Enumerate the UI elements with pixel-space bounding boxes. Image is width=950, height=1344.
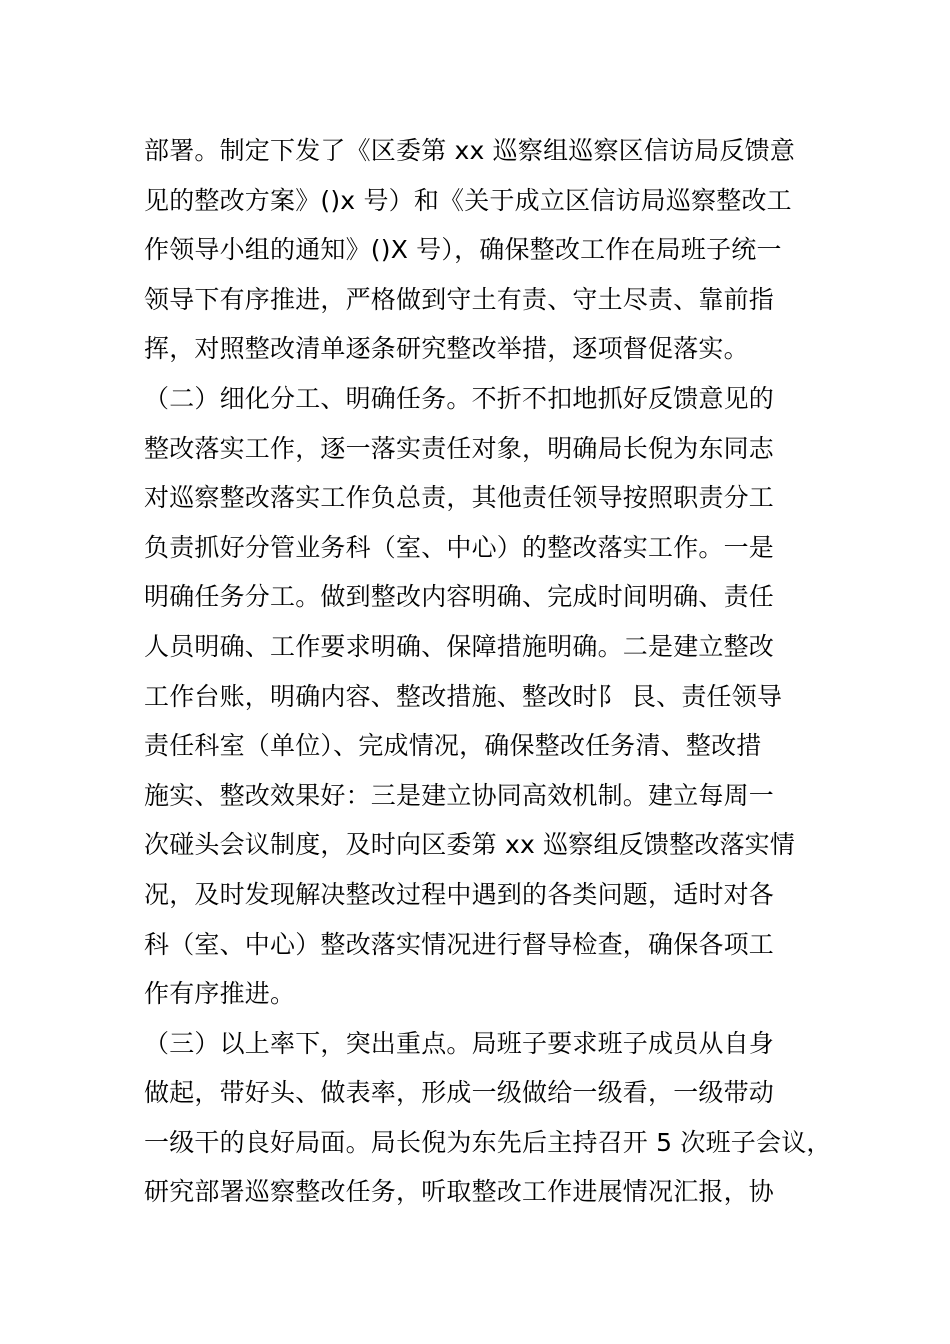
text-line: 作领导小组的通知》()X 号），确保整改工作在局班子统一 (144, 235, 782, 265)
text-line: 责任科室（单位）、完成情况，确保整改任务清、整改措 (144, 731, 762, 761)
text-line: 领导下有序推进，严格做到守土有责、守土尽责、靠前指 (144, 284, 775, 314)
text-line: 挥，对照整改清单逐条研究整改举措，逐项督促落实。 (144, 334, 749, 364)
text-line: 况，及时发现解决整改过程中遇到的各类问题，适时对各 (144, 879, 775, 909)
text-line: 负责抓好分管业务科（室、中心）的整改落实工作。一是 (144, 532, 775, 562)
text-line: 作有序推进。 (144, 979, 296, 1009)
text-line: 对巡察整改落实工作负总责，其他责任领导按照职责分工 (144, 483, 775, 513)
text-line: 科（室、中心）整改落实情况进行督导检查，确保各项工 (144, 929, 775, 959)
text-line: 做起，带好头、做表率，形成一级做给一级看，一级带动 (144, 1078, 775, 1108)
text-line: 整改落实工作，逐一落实责任对象，明确局长倪为东同志 (144, 433, 775, 463)
text-line: 明确任务分工。做到整改内容明确、完成时间明确、责任 (144, 582, 775, 612)
text-line: 部署。制定下发了《区委第 xx 巡察组巡察区信访局反馈意 (144, 136, 796, 165)
text-line: 施实、整改效果好：三是建立协同高效机制。建立每周一 (144, 780, 775, 810)
section-heading-line: （二）细化分工、明确任务。不折不扣地抓好反馈意见的 (144, 383, 775, 413)
text-line: 人员明确、工作要求明确、保障措施明确。二是建立整改 (144, 631, 775, 661)
text-line: 见的整改方案》()x 号）和《关于成立区信访局巡察整改工 (144, 185, 792, 215)
text-line: 一级干的良好局面。局长倪为东先后主持召开 5 次班子会议， (144, 1127, 832, 1157)
text-line: 工作台账，明确内容、整改措施、整改时阝 艮、责任领导 (144, 681, 783, 711)
text-line: 研究部署巡察整改任务，听取整改工作进展情况汇报，协 (144, 1177, 775, 1207)
body-text (144, 126, 832, 1217)
text-line: 次碰头会议制度，及时向区委第 xx 巡察组反馈整改落实情 (144, 830, 796, 860)
section-heading-line: （三）以上率下，突出重点。局班子要求班子成员从自身 (144, 1028, 775, 1058)
